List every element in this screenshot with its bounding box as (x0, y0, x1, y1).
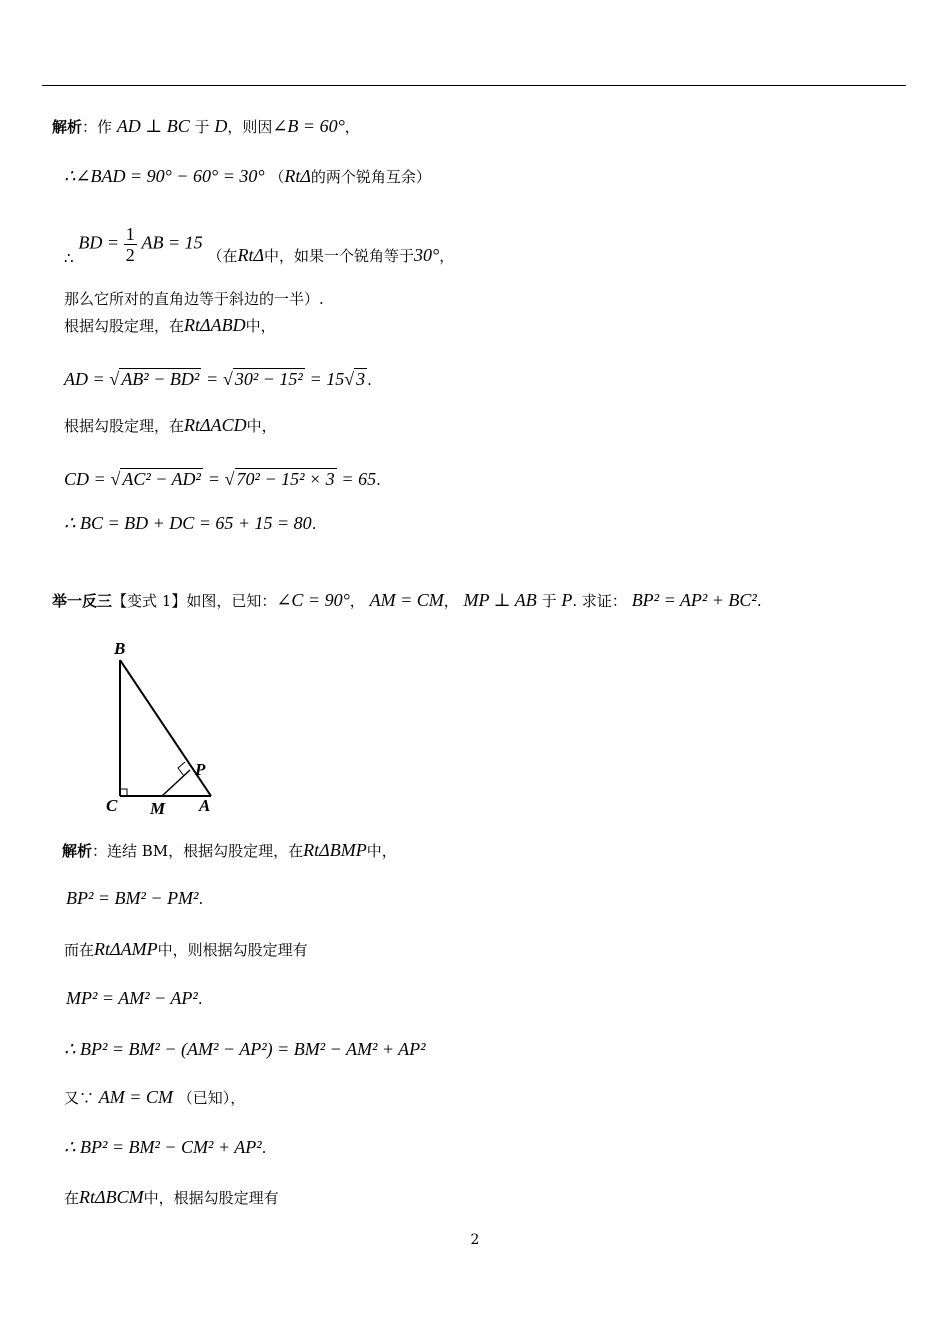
right-angle-mark-P (178, 762, 185, 776)
fraction-one-half: $\frac{1}{2}$ (125, 224, 135, 265)
proof-line-2: BP² = BM² − PM². (66, 888, 204, 908)
solution-line-5: 根据勾股定理，在RtΔABD中， (64, 315, 276, 335)
triangle-figure (98, 630, 228, 820)
proof-line-8: 在RtΔBCM中，根据勾股定理有 (64, 1187, 279, 1207)
solution-line-8: CD = √ AC² − AD² = √ 70² − 15² × 3 = 65. (64, 469, 381, 489)
variant-heading: 举一反三【变式 1】如图，已知：∠C = 90°， AM = CM， MP ⊥ AB 于 P. 求证： BP² = AP² + BC². (52, 590, 762, 610)
solution-line-9: ∴ BC = BD + DC = 65 + 15 = 80. (64, 513, 317, 533)
solution-line-6: AD = √ AB² − BD² = √ 30² − 15² = 15√ 3 . (64, 369, 372, 389)
proof-line-1: 解析：连结 BM，根据勾股定理，在RtΔBMP中， (62, 840, 397, 860)
proof-line-7: ∴ BP² = BM² − CM² + AP². (64, 1137, 267, 1157)
right-angle-mark-C (120, 789, 127, 796)
proof-line-3: 而在RtΔAMP中，则根据勾股定理有 (64, 939, 308, 959)
proof-line-4: MP² = AM² − AP². (66, 988, 203, 1008)
label-C: C (106, 796, 118, 815)
solution-line-7: 根据勾股定理，在RtΔACD中， (64, 415, 277, 435)
segment-MP (162, 770, 190, 796)
solution-line-3: ∴ BD = $\frac{1}{2}$ AB = 15 （在RtΔ中，如果一个锐角等于30°， (64, 224, 455, 267)
proof-line-5: ∴ BP² = BM² − (AM² − AP²) = BM² − AM² + AP² (64, 1039, 426, 1059)
page-number: 2 (470, 1232, 480, 1248)
proof-line-6: 又∵ AM = CM （已知）， (64, 1087, 246, 1107)
label-B: B (114, 639, 126, 658)
solution-line-2: ∴∠BAD = 90° − 60° = 30° （RtΔ的两个锐角互余） (64, 166, 431, 186)
solution-line-1: 解析：作 AD ⊥ BC 于 D，则因∠B = 60°， (52, 116, 360, 136)
solution-line-4: 那么它所对的直角边等于斜边的一半）. (64, 290, 324, 308)
header-rule (42, 85, 906, 86)
solution-label: 解析 (52, 118, 83, 136)
label-P: P (195, 760, 206, 779)
label-A: A (199, 796, 211, 815)
label-M: M (150, 799, 166, 818)
